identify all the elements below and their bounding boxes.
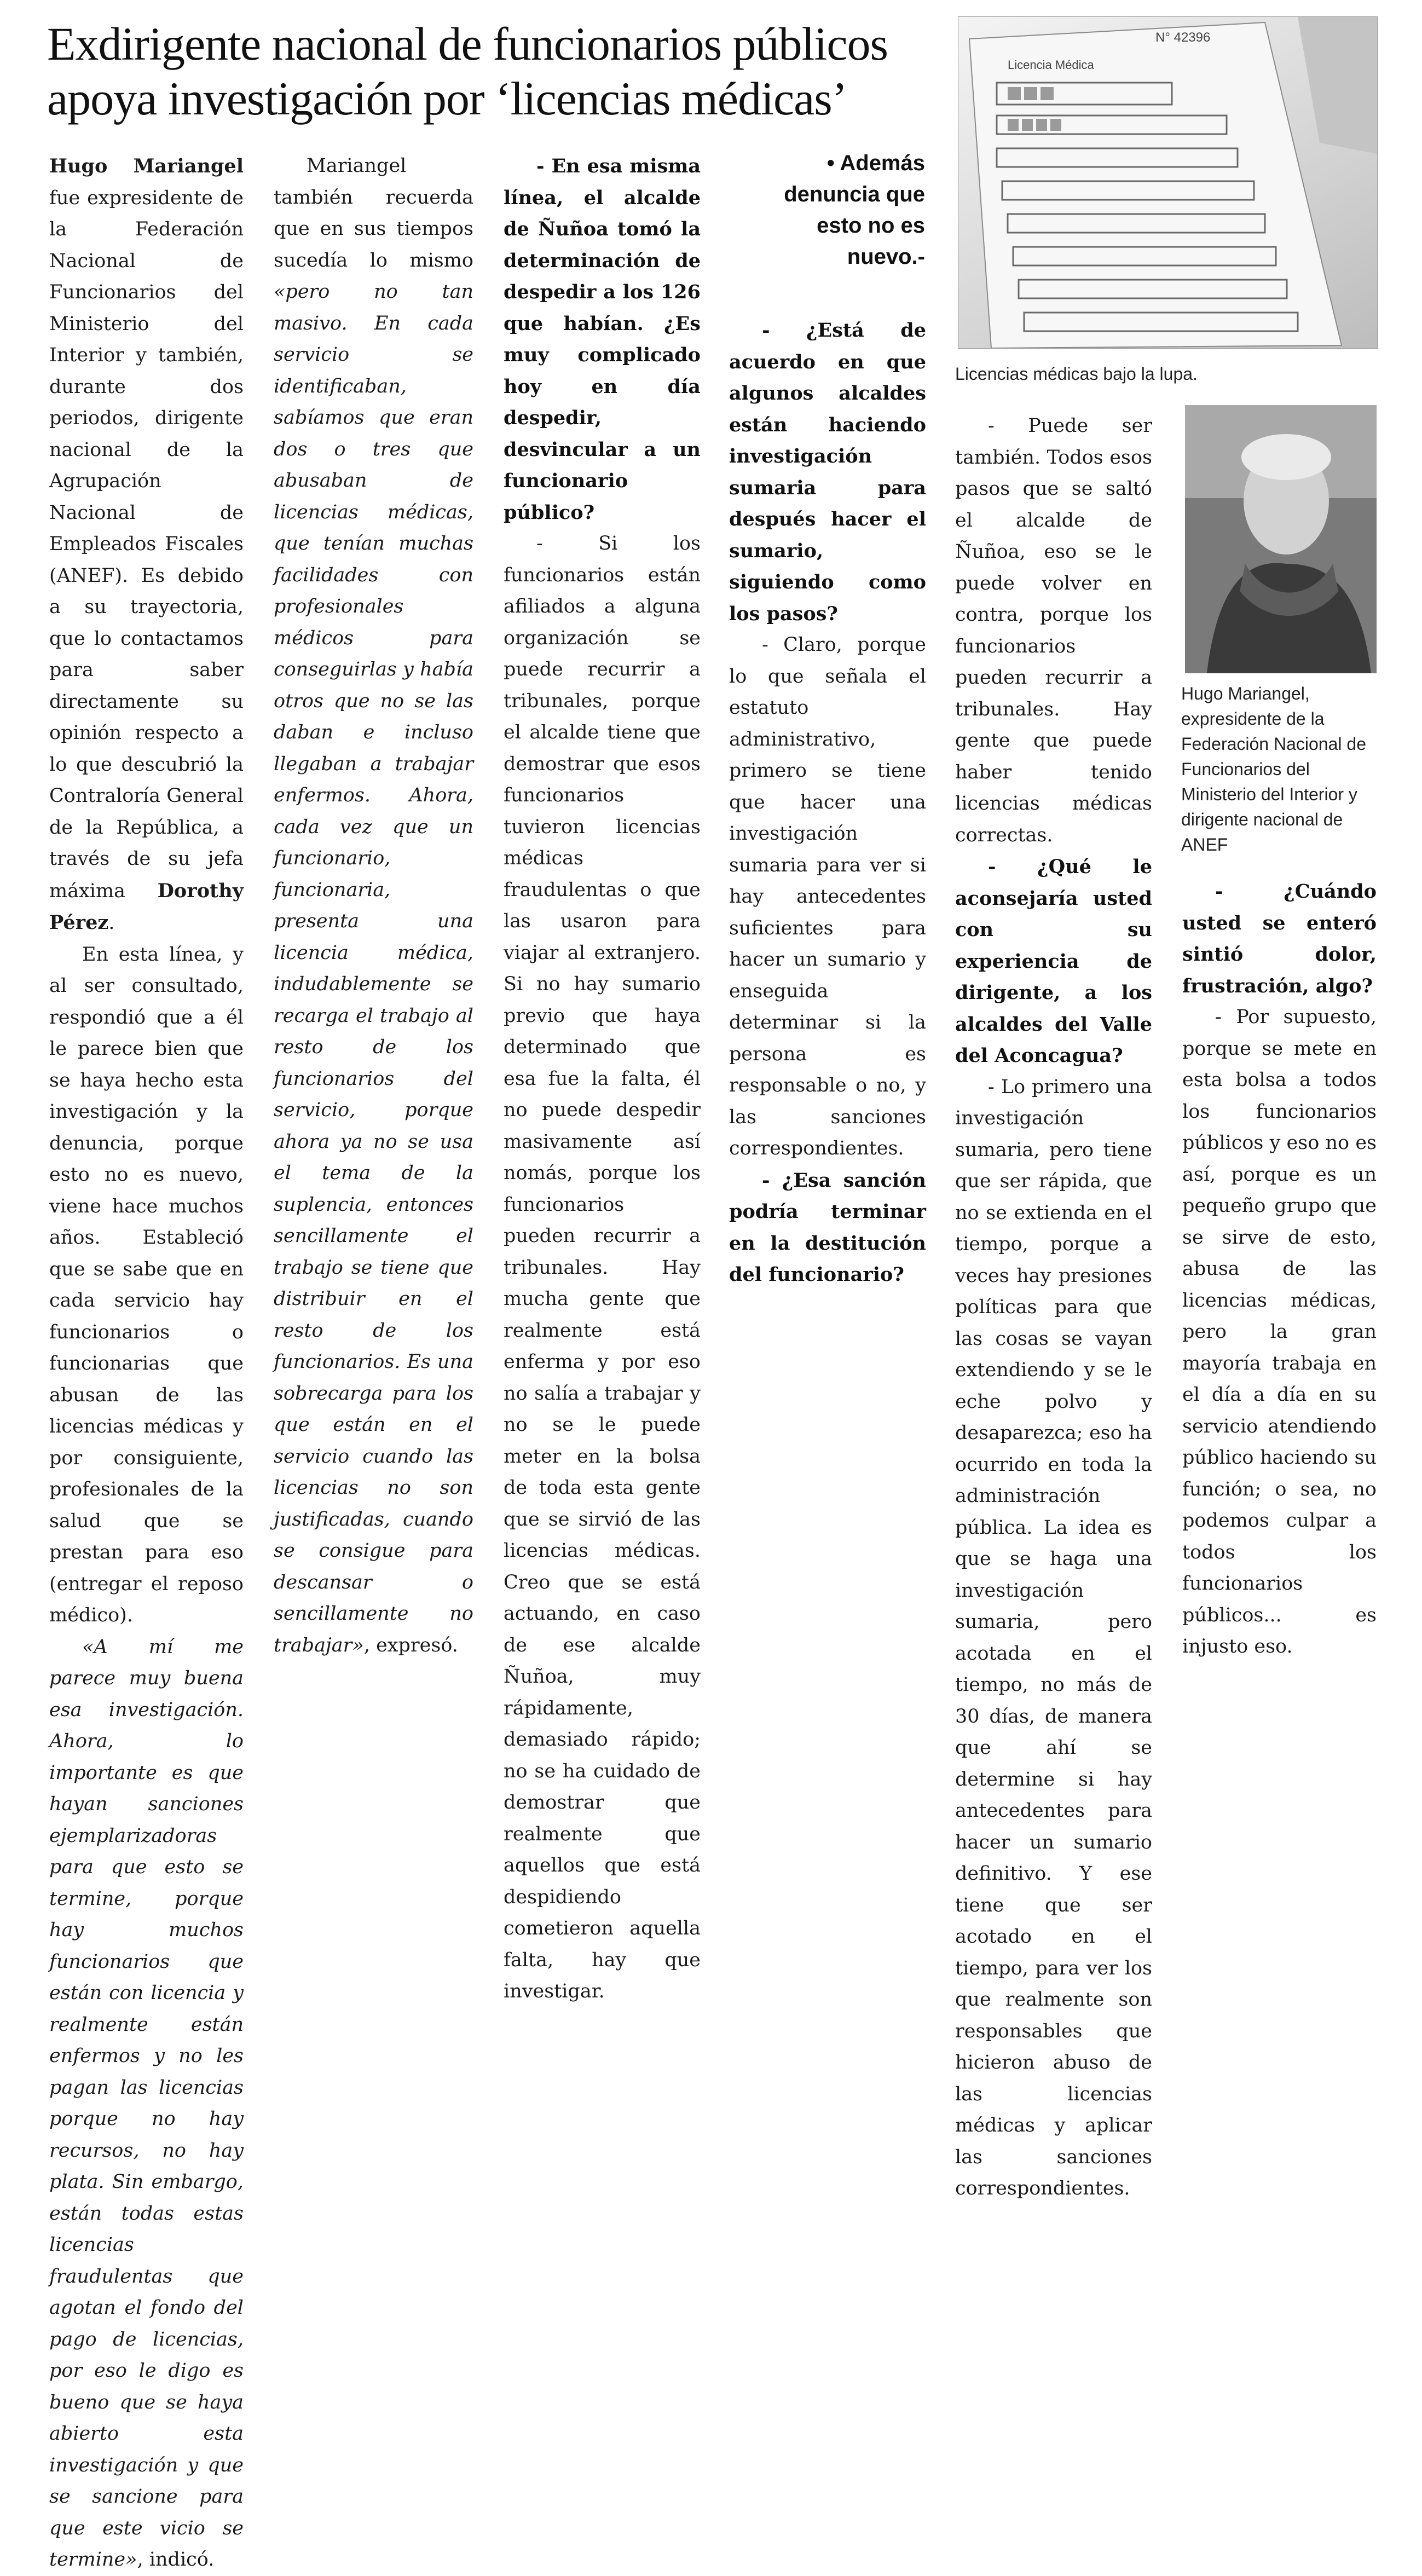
column-2 <box>274 151 473 1661</box>
column-3 <box>504 151 701 2008</box>
article-body <box>49 151 244 2576</box>
headline-line-1: Exdirigente nacional de funcionarios públicos <box>47 18 888 70</box>
question-5: - ¿Cuándo usted se enteró sintió dolor, frustración, algo? <box>1182 880 1377 997</box>
question-3: - ¿Esa sanción podría terminar en la destitución del funcionario? <box>729 1169 926 1286</box>
document-photo-caption: Licencias médicas bajo la lupa. <box>955 364 1198 384</box>
person-name-2: Dorothy Pérez <box>49 879 244 934</box>
portrait-illustration <box>1185 405 1377 673</box>
body-paragraph-4: Mariangel también recuerda que en sus tiempos sucedía lo mismo «pero no tan masivo. En cada servicio se identificaban, sabíamos que eran dos o tres que abusaban de licencias médicas, que tenían muchas facilidades con profesionales médicos para conseguirlas y había otros que no se las daban e incluso llegaban a trabajar enfermos. Ahora, cada vez que un funcionario, funcionaria, presenta una licencia médica, indudablemente se recarga el trabajo al resto de los funcionarios del servicio, porque ahora ya no se usa el tema de la suplencia, entonces sencillamente el trabajo se tiene que distribuir en el resto de los funcionarios. Es una sobrecarga para los que están en el servicio cuando las licencias no son justificadas, cuando se consigue para descansar o sencillamente no trabajar», expresó. <box>274 155 473 1656</box>
answer-4: - Lo primero una investigación sumaria, pero tiene que ser rápida, que no se extienda en el tiempo, porque a veces hay presiones políticas para que las cosas se vayan extendiendo y se le eche polvo y desaparezca; eso ha ocurrido en toda la administración pública. La idea es que se haga una investigación sumaria, pero acotada en el tiempo, no más de 30 días, de manera que ahí se determine si hay antecedentes para hacer un sumario definitivo. Y ese tiene que ser acotado en el tiempo, para ver los que realmente son responsables que hicieron abuso de las licencias médicas y aplicar las sanciones correspondientes. <box>955 1076 1152 2199</box>
headline-line-2: apoya investigación por ‘licencias médicas’ <box>47 72 847 125</box>
answer-3: - Puede ser también. Todos esos pasos que se saltó el alcalde de Ñuñoa, eso se le puede volver en contra, porque los funcionarios pueden recurrir a tribunales. Hay gente que puede haber tenido licencias médicas correctas. <box>955 415 1152 846</box>
medical-license-photo <box>958 16 1378 349</box>
answer-1: - Si los funcionarios están afiliados a alguna organización se puede recurrir a tribunales, porque el alcalde tiene que demostrar que esos funcionarios tuvieron licencias médicas fraudulentas o que las usaron para viajar al extranjero. Si no hay sumario previo que haya determinado que esa fue la falta, él no puede despedir masivamente así nomás, porque los funcionarios pueden recurrir a tribunales. Hay mucha gente que realmente está enferma y por eso no salía a trabajar y no se le puede meter en la bolsa de toda esta gente que se sirvió de las licencias médicas. Creo que se está actuando, en caso de ese alcalde Ñuñoa, muy rápidamente, demasiado rápido; no se ha cuidado de demostrar que realmente que aquellos que está despidiendo cometieron aquella falta, hay que investigar. <box>504 533 701 2002</box>
answer-5: - Por supuesto, porque se mete en esta bolsa a todos los funcionarios públicos y eso no es así, porque es un pequeño grupo que se sirve de esto, abusa de las licencias médicas, pero la gran mayoría trabaja en el día a día en su servicio atendiendo público haciendo su función; o sea, no podemos culpar a todos los funcionarios públicos... es injusto eso. <box>1182 1006 1377 1657</box>
answer-2: - Claro, porque lo que señala el estatuto administrativo, primero se tiene que hacer una investigación sumaria para ver si hay antecedentes suficientes para hacer un sumario y enseguida determinar si la persona es responsable o no, y las sanciones correspondientes. <box>729 634 926 1159</box>
column-4 <box>729 315 926 1291</box>
portrait-caption: Hugo Mariangel, expresidente de la Federación Nacional de Funcionarios del Ministerio del Interior y dirigente nacional de ANEF <box>1181 684 1366 854</box>
medical-license-illustration <box>958 17 1377 348</box>
question-2: - ¿Está de acuerdo en que algunos alcaldes están haciendo investigación sumaria para después hacer el sumario, siguiendo como los pasos? <box>729 319 926 625</box>
article-headline <box>47 16 939 126</box>
body-paragraph-3: «A mí me parece muy buena esa investigación. Ahora, lo importante es que hayan sanciones ejemplarizadoras para que esto se termine, porque hay muchos funcionarios que están con licencia y realmente están enfermos y no les pagan las licencias porque no hay recursos, no hay plata. Sin embargo, están todas estas licencias fraudulentas que agotan el fondo del pago de licencias, por eso le digo es bueno que se haya abierto esta investigación y que se sancione para que este vicio se termine», indicó. <box>49 1636 244 2571</box>
question-1: - En esa misma línea, el alcalde de Ñuñoa tomó la determinación de despedir a los 126 que habían. ¿Es muy complicado hoy en día despedir, desvincular a un funcionario público? <box>504 155 701 524</box>
article-deck: • Además denuncia que esto no es nuevo.- <box>784 151 925 269</box>
form-number: N° 42396 <box>1155 30 1211 45</box>
portrait-photo <box>1185 405 1377 673</box>
body-paragraph-1: Hugo Mariangel fue expresidente de la Federación Nacional de Funcionarios del Ministerio del Interior y también, durante dos periodos, dirigente nacional de la Agrupación Nacional de Empleados Fiscales (ANEF). Es debido a su trayectoria, que lo contactamos para saber directamente su opinión respecto a lo que descubrió la Contraloría General de la República, a través de su jefa máxima Dorothy Pérez. <box>49 155 244 934</box>
column-5 <box>955 411 1152 2205</box>
form-label: Licencia Médica <box>1008 58 1094 72</box>
person-name: Hugo Mariangel <box>49 155 244 177</box>
column-6 <box>1182 876 1377 1663</box>
question-4: - ¿Qué le aconsejaría usted con su experiencia de dirigente, a los alcaldes del Valle del Aconcagua? <box>955 856 1152 1067</box>
body-paragraph-2: En esta línea, y al ser consultado, respondió que a él le parece bien que se haya hecho esta investigación y la denuncia, porque esto no es nuevo, viene hace muchos años. Estableció que se sabe que en cada servicio hay funcionarios o funcionarias que abusan de las licencias médicas y por consiguiente, profesionales de la salud que se prestan para eso (entregar el reposo médico). <box>49 943 244 1626</box>
